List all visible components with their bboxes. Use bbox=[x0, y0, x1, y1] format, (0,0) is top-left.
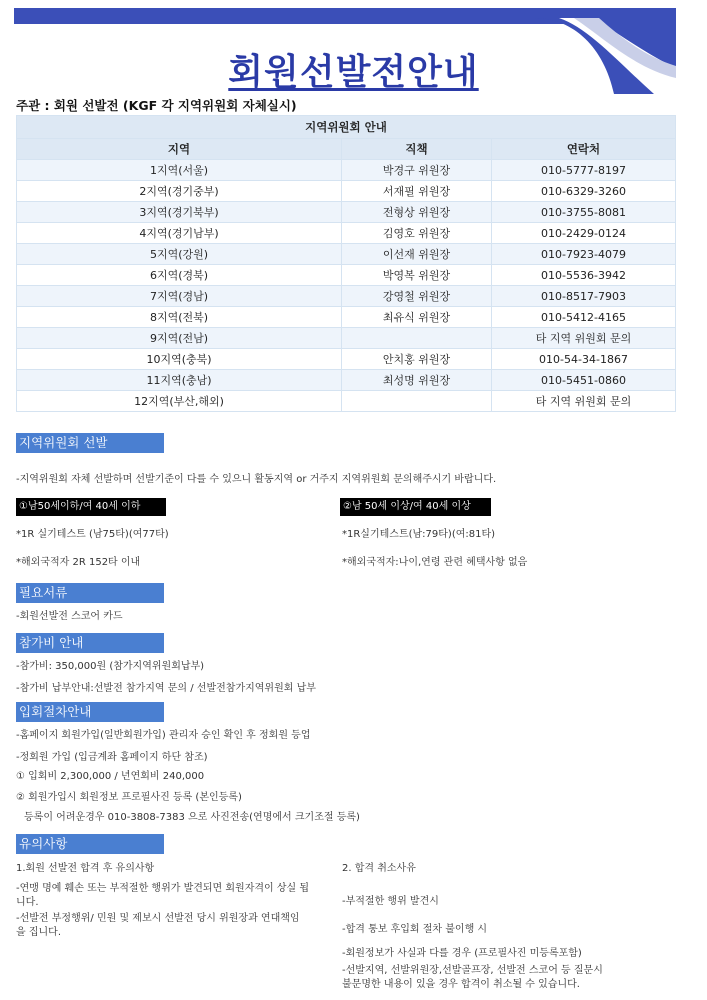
notes-left-title: 1.회원 선발전 합격 후 유의사항 bbox=[16, 863, 155, 874]
notes-right-4: -선발지역, 선발위원장,선발골프장, 선발전 스코어 등 질문시 불문명한 내용이 있을 경우 합격이 취소될 수 있습니다. bbox=[342, 965, 603, 990]
cell-region: 12지역(부산,해외) bbox=[17, 391, 342, 412]
cell-contact: 010-8517-7903 bbox=[492, 286, 676, 307]
cell-region: 5지역(강원) bbox=[17, 244, 342, 265]
cell-contact: 010-54-34-1867 bbox=[492, 349, 676, 370]
group2-label: ②남 50세 이상/여 40세 이상 bbox=[340, 498, 491, 516]
table-body bbox=[17, 160, 676, 412]
cell-contact: 010-3755-8081 bbox=[492, 202, 676, 223]
fee-line2: -참가비 납부안내:선발전 참가지역 문의 / 선발전참가지역위원회 납부 bbox=[16, 683, 316, 694]
group1-line2: *해외국적자 2R 152타 이내 bbox=[16, 557, 141, 568]
cell-region: 9지역(전남) bbox=[17, 328, 342, 349]
cell-position: 이선재 위원장 bbox=[342, 244, 492, 265]
table-row bbox=[17, 349, 676, 370]
cell-position: 최유식 위원장 bbox=[342, 307, 492, 328]
table-row bbox=[17, 391, 676, 412]
cell-region: 8지역(전북) bbox=[17, 307, 342, 328]
cell-region: 6지역(경북) bbox=[17, 265, 342, 286]
host-line: 주관 : 회원 선발전 (KGF 각 지역위원회 자체실시) bbox=[16, 98, 297, 113]
notes-right-1: -부적절한 행위 발견시 bbox=[342, 896, 439, 907]
cell-position bbox=[342, 391, 492, 412]
documents-line1: -회원선발전 스코어 카드 bbox=[16, 611, 123, 622]
table-caption: 지역위원회 안내 bbox=[17, 116, 676, 139]
table-row bbox=[17, 223, 676, 244]
cell-contact: 010-6329-3260 bbox=[492, 181, 676, 202]
cell-region: 1지역(서울) bbox=[17, 160, 342, 181]
join-line2: -정회원 가입 (입금계좌 홈페이지 하단 참조) bbox=[16, 752, 208, 763]
page-title: 회원선발전안내 bbox=[228, 52, 479, 93]
table-row bbox=[17, 244, 676, 265]
cell-position: 김영호 위원장 bbox=[342, 223, 492, 244]
cell-contact: 010-5451-0860 bbox=[492, 370, 676, 391]
table-row bbox=[17, 202, 676, 223]
cell-contact: 010-5536-3942 bbox=[492, 265, 676, 286]
cell-position: 강영철 위원장 bbox=[342, 286, 492, 307]
cell-position: 박영복 위원장 bbox=[342, 265, 492, 286]
cell-position bbox=[342, 328, 492, 349]
table-row bbox=[17, 181, 676, 202]
column-header-region: 지역 bbox=[17, 139, 342, 160]
cell-contact: 타 지역 위원회 문의 bbox=[492, 391, 676, 412]
cell-position: 최성명 위원장 bbox=[342, 370, 492, 391]
section-join-heading: 입회절차안내 bbox=[16, 702, 164, 722]
notes-right-2: -합격 통보 후입회 절차 불이행 시 bbox=[342, 924, 488, 935]
join-line5: 등록이 어려운경우 010-3808-7383 으로 사진전송(연명에서 크기조절 등록) bbox=[24, 812, 360, 823]
group1-line1: *1R 실기테스트 (남75타)(여77타) bbox=[16, 529, 169, 540]
selection-note: -지역위원회 자체 선발하며 선발기준이 다를 수 있으니 활동지역 or 거주지 지역위원회 문의해주시기 바랍니다. bbox=[16, 474, 497, 485]
committee-table bbox=[16, 115, 676, 412]
cell-contact: 010-7923-4079 bbox=[492, 244, 676, 265]
table-row bbox=[17, 265, 676, 286]
cell-position: 서재필 위원장 bbox=[342, 181, 492, 202]
notes-right-title: 2. 합격 취소사유 bbox=[342, 863, 416, 874]
cell-position: 박경구 위원장 bbox=[342, 160, 492, 181]
table-row bbox=[17, 160, 676, 181]
notes-right-3: -회원정보가 사실과 다를 경우 (프로필사진 미등록포함) bbox=[342, 948, 582, 959]
cell-position: 전형상 위원장 bbox=[342, 202, 492, 223]
cell-region: 10지역(충북) bbox=[17, 349, 342, 370]
cell-position: 안치홍 위원장 bbox=[342, 349, 492, 370]
column-header-position: 직책 bbox=[342, 139, 492, 160]
cell-region: 7지역(경남) bbox=[17, 286, 342, 307]
section-fee-heading: 참가비 안내 bbox=[16, 633, 164, 653]
cell-region: 11지역(충남) bbox=[17, 370, 342, 391]
cell-region: 3지역(경기북부) bbox=[17, 202, 342, 223]
cell-contact: 010-2429-0124 bbox=[492, 223, 676, 244]
join-line3: ① 입회비 2,300,000 / 년연회비 240,000 bbox=[16, 771, 205, 782]
fee-line1: -참가비: 350,000원 (참가지역위원회납부) bbox=[16, 661, 205, 672]
notes-left-p2: -선발전 부정행위/ 민원 및 제보시 선발전 당시 위원장과 연대책임을 집니다. bbox=[16, 913, 300, 938]
group2-line2: *해외국적자:나이,연령 관련 혜택사항 없음 bbox=[342, 557, 528, 568]
notes-left-p1: -연맹 명예 훼손 또는 부적절한 행위가 발견되면 회원자격이 상실 됩니다. bbox=[16, 883, 310, 908]
cell-region: 4지역(경기남부) bbox=[17, 223, 342, 244]
cell-contact: 타 지역 위원회 문의 bbox=[492, 328, 676, 349]
section-notes-heading: 유의사항 bbox=[16, 834, 164, 854]
table-row bbox=[17, 286, 676, 307]
table-row bbox=[17, 328, 676, 349]
join-line4: ② 회원가입시 회원정보 프로필사진 등록 (본인등록) bbox=[16, 792, 242, 803]
section-documents-heading: 필요서류 bbox=[16, 583, 164, 603]
cell-contact: 010-5412-4165 bbox=[492, 307, 676, 328]
cell-contact: 010-5777-8197 bbox=[492, 160, 676, 181]
table-row bbox=[17, 307, 676, 328]
cell-region: 2지역(경기중부) bbox=[17, 181, 342, 202]
table-row bbox=[17, 370, 676, 391]
group1-label: ①남50세이하/여 40세 이하 bbox=[16, 498, 166, 516]
column-header-contact: 연락처 bbox=[492, 139, 676, 160]
group2-line1: *1R실기테스트(남:79타)(여:81타) bbox=[342, 529, 496, 540]
join-line1: -홈페이지 회원가입(일반회원가입) 관리자 승인 확인 후 정회원 등업 bbox=[16, 730, 311, 741]
section-selection-heading: 지역위원회 선발 bbox=[16, 433, 164, 453]
